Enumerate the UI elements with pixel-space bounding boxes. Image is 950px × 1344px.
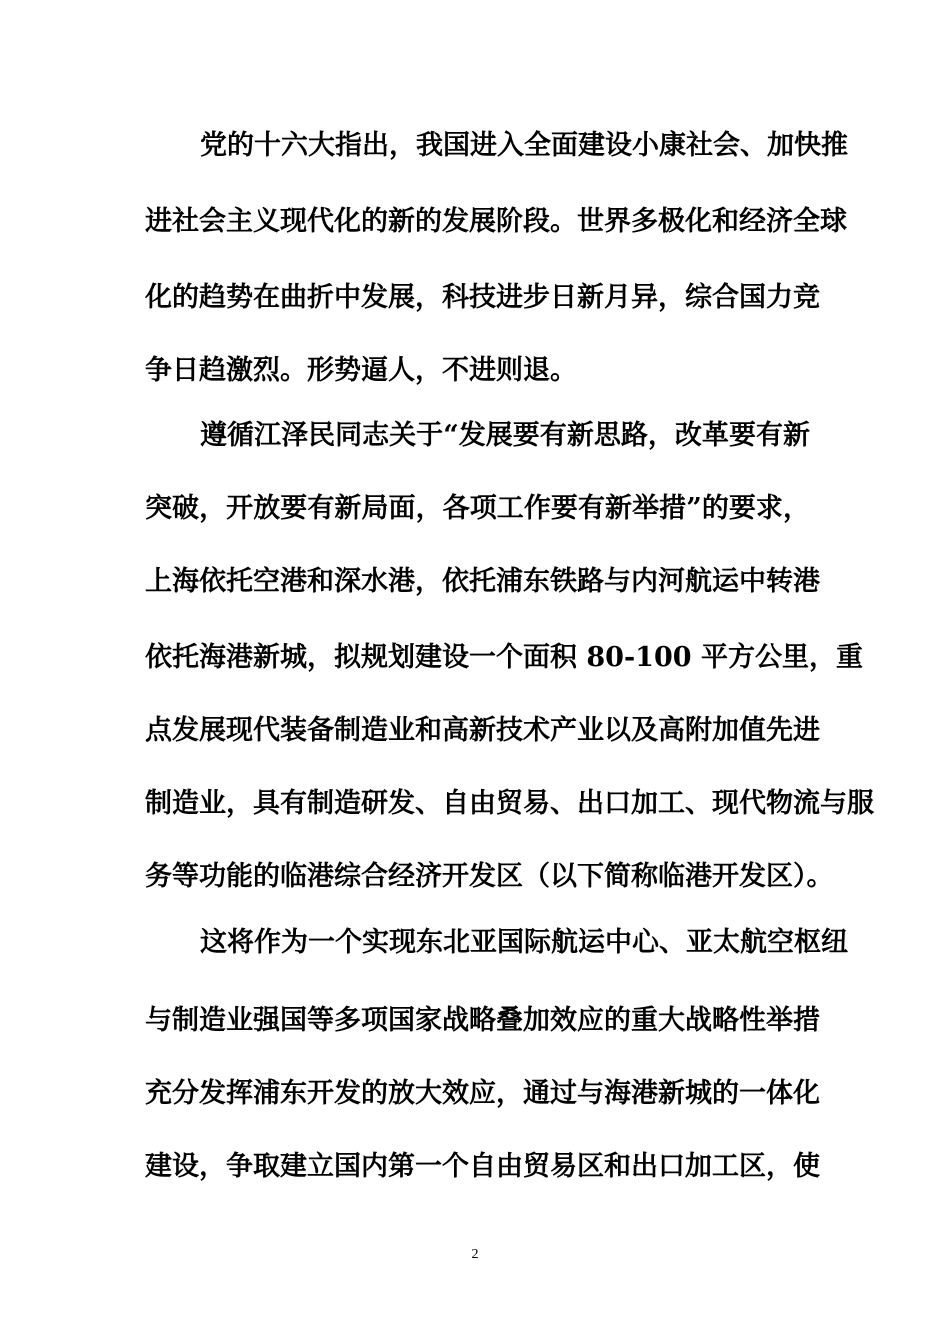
paragraph-2-line-1: 遵循江泽民同志关于“发展要有新思路，改革要有新 [200, 420, 810, 451]
paragraph-2-line-3: 上海依托空港和深水港，依托浦东铁路与内河航运中转港 [145, 566, 820, 597]
paragraph-3-line-4: 建设，争取建立国内第一个自由贸易区和出口加工区，使 [145, 1151, 820, 1182]
paragraph-1-line-3: 化的趋势在曲折中发展，科技进步日新月异，综合国力竞 [145, 282, 820, 313]
paragraph-2-line-2: 突破，开放要有新局面，各项工作要有新举措”的要求， [145, 493, 810, 524]
paragraph-3-line-3: 充分发挥浦东开发的放大效应，通过与海港新城的一体化 [145, 1078, 820, 1109]
paragraph-3-line-1: 这将作为一个实现东北亚国际航运中心、亚太航空枢纽 [200, 927, 848, 958]
paragraph-2-line-7: 务等功能的临港综合经济开发区（以下简称临港开发区）。 [145, 861, 834, 892]
paragraph-2-line-4: 依托海港新城，拟规划建设一个面积 80-100 平方公里，重 [145, 642, 863, 673]
paragraph-1-line-4: 争日趋激烈。形势逼人，不进则退。 [145, 355, 577, 386]
page-number: 2 [471, 1247, 479, 1262]
paragraph-1-line-1: 党的十六大指出，我国进入全面建设小康社会、加快推 [200, 130, 848, 161]
paragraph-1-line-2: 进社会主义现代化的新的发展阶段。世界多极化和经济全球 [145, 206, 847, 237]
paragraph-2-line-6: 制造业，具有制造研发、自由贸易、出口加工、现代物流与服 [145, 788, 874, 819]
paragraph-2-line-5: 点发展现代装备制造业和高新技术产业以及高附加值先进 [145, 715, 820, 746]
paragraph-3-line-2: 与制造业强国等多项国家战略叠加效应的重大战略性举措 [145, 1005, 820, 1036]
